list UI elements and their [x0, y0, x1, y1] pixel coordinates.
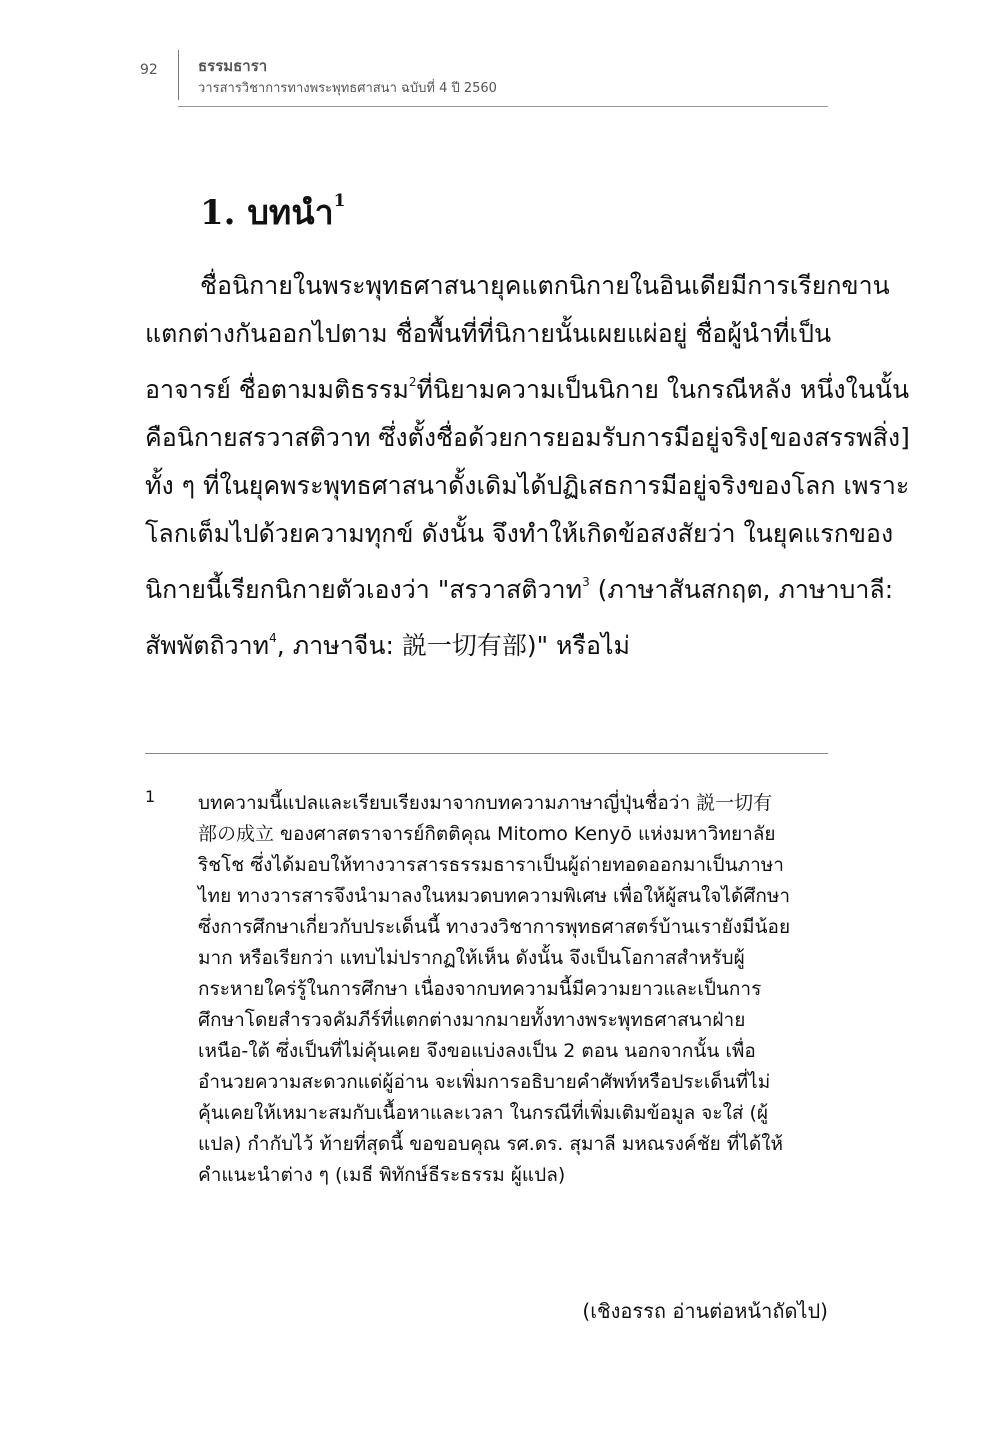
footnote-line: คุ้นเคยให้เหมาะสมกับเนื้อหาและเวลา ในกรณีที่เพิ่มเติมข้อมูล จะใส่ (ผู้ — [198, 1102, 769, 1124]
body-line: แตกต่างกันออกไปตาม ชื่อพื้นที่ที่นิกายนั้นเผยแผ่อยู่ ชื่อผู้นำที่เป็น — [145, 319, 832, 348]
body-line — [145, 614, 835, 670]
footnote-ref-3[interactable]: 3 — [582, 575, 590, 589]
body-line: ทั้ง ๆ ที่ในยุคพระพุทธศาสนาดั้งเดิมได้ปฏิเสธการมีอยู่จริงของโลก เพราะ — [145, 471, 910, 500]
body-text-segment: อาจารย์ ชื่อตามมติธรรม — [145, 375, 409, 404]
body-paragraph — [145, 262, 910, 670]
page-number: 92 — [140, 62, 158, 78]
footnote-text — [198, 788, 838, 1191]
body-line — [145, 558, 894, 614]
header-rule — [178, 106, 828, 107]
footnote-continued-note: (เชิงอรรถ อ่านต่อหน้าถัดไป) — [582, 1299, 828, 1323]
footnote-line: 部の成立 ของศาสตราจารย์กิตติคุณ Mitomo Kenyō แห่งมหาวิทยาลัย — [198, 823, 776, 845]
footnote-line: แปล) กำกับไว้ ท้ายที่สุดนี้ ขอขอบคุณ รศ.ดร. สุมาลี มหณรงค์ชัย ที่ได้ให้ — [198, 1133, 784, 1155]
body-text-segment: นิกายนี้เรียกนิกายตัวเองว่า "สรวาสติวาท — [145, 575, 583, 604]
footnote-line: ซึ่งการศึกษาเกี่ยวกับประเด็นนี้ ทางวงวิชาการพุทธศาสตร์บ้านเรายังมีน้อย — [198, 916, 791, 938]
footnote-line: คำแนะนำต่าง ๆ (เมธี พิทักษ์ธีระธรรม ผู้แปล) — [198, 1164, 566, 1186]
footnote-line: อำนวยความสะดวกแด่ผู้อ่าน จะเพิ่มการอธิบายคำศัพท์หรือประเด็นที่ไม่ — [198, 1071, 771, 1093]
body-text-segment: ที่นิยามความเป็นนิกาย ในกรณีหลัง หนึ่งในนั้น — [416, 375, 910, 404]
section-heading — [200, 185, 346, 239]
footnote-line: กระหายใคร่รู้ในการศึกษา เนื่องจากบทความนี้มีความยาวและเป็นการ — [198, 978, 762, 1000]
footnote-ref-4[interactable]: 4 — [269, 631, 277, 645]
footnote-line: ริชโช ซึ่งได้มอบให้ทางวารสารธรรมธาราเป็นผู้ถ่ายทอดออกมาเป็นภาษา — [198, 854, 784, 876]
footnote-number: 1 — [145, 787, 156, 806]
header-divider — [178, 50, 179, 100]
journal-title: ธรรมธารา — [198, 57, 268, 75]
body-line: โลกเต็มไปด้วยความทุกข์ ดังนั้น จึงทำให้เกิดข้อสงสัยว่า ในยุคแรกของ — [145, 519, 894, 548]
heading-footnote-ref[interactable]: 1 — [333, 191, 346, 211]
footnote-line: เหนือ-ใต้ ซึ่งเป็นที่ไม่คุ้นเคย จึงขอแบ่งลงเป็น 2 ตอน นอกจากนั้น เพื่อ — [198, 1040, 756, 1062]
body-text-segment: , ภาษาจีน: 説一切有部)" หรือไม่ — [276, 631, 631, 660]
footnote-ref-2[interactable]: 2 — [408, 375, 417, 389]
journal-subtitle: วารสารวิชาการทางพระพุทธศาสนา ฉบับที่ 4 ปี 2560 — [198, 81, 497, 96]
footnote-line: มาก หรือเรียกว่า แทบไม่ปรากฏให้เห็น ดังนั้น จึงเป็นโอกาสสำหรับผู้ — [198, 947, 745, 969]
running-header — [0, 0, 1000, 110]
footnote-line: ศึกษาโดยสำรวจคัมภีร์ที่แตกต่างมากมายทั้งทางพระพุทธศาสนาฝ่าย — [198, 1009, 746, 1031]
body-line — [145, 358, 910, 414]
body-text-segment: สัพพัตถิวาท — [145, 631, 270, 660]
footnote-rule — [145, 753, 828, 754]
body-text-segment: (ภาษาสันสกฤต, ภาษาบาลี: — [589, 575, 894, 604]
footnote-line: บทความนี้แปลและเรียบเรียงมาจากบทความภาษาญี่ปุ่นชื่อว่า 説一切有 — [198, 792, 773, 814]
footnote-line: ไทย ทางวารสารจึงนำมาลงในหมวดบทความพิเศษ เพื่อให้ผู้สนใจได้ศึกษา — [198, 885, 791, 907]
section-heading-text: 1. บทนำ — [200, 193, 334, 233]
body-line: ชื่อนิกายในพระพุทธศาสนายุคแตกนิกายในอินเดียมีการเรียกขาน — [200, 271, 890, 300]
body-line: คือนิกายสรวาสติวาท ซึ่งตั้งชื่อด้วยการยอมรับการมีอยู่จริง[ของสรรพสิ่ง] — [145, 423, 910, 452]
